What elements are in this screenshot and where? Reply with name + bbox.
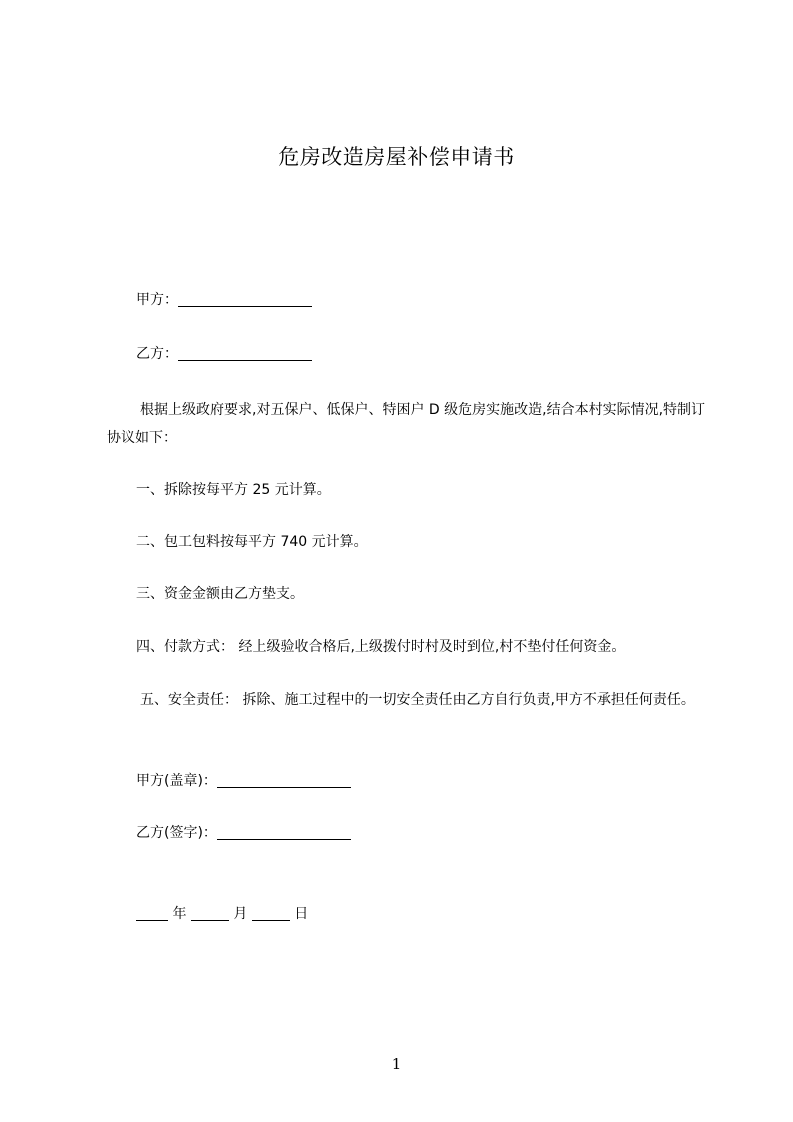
intro-paragraph: 根据上级政府要求,对五保户、低保户、特困户 D 级危房实施改造,结合本村实际情况,特制订协议如下： — [107, 402, 706, 446]
date-year-label: 年 — [172, 906, 187, 922]
month-blank — [191, 906, 229, 921]
party-a-seal-label: 甲方(盖章)： — [136, 773, 217, 789]
clause-2: 二、包工包料按每平方 740 元计算。 — [136, 534, 368, 550]
date-line — [136, 904, 308, 924]
party-b-line — [136, 344, 312, 364]
day-blank — [252, 906, 290, 921]
party-a-seal-line — [136, 771, 351, 791]
party-a-label: 甲方： — [136, 292, 178, 308]
party-b-blank — [178, 346, 312, 361]
clause-5: 五、安全责任： 拆除、施工过程中的一切安全责任由乙方自行负责,甲方不承担任何责任。 — [140, 692, 695, 708]
clause-3: 三、资金金额由乙方垫支。 — [136, 586, 304, 602]
party-b-sign-line — [136, 823, 351, 843]
party-a-blank — [178, 292, 312, 307]
party-a-seal-blank — [217, 773, 351, 788]
clause-1: 一、拆除按每平方 25 元计算。 — [136, 482, 331, 498]
party-b-sign-blank — [217, 825, 351, 840]
party-a-line — [136, 290, 312, 310]
date-month-label: 月 — [233, 906, 248, 922]
clause-4: 四、付款方式： 经上级验收合格后,上级拨付时村及时到位,村不垫付任何资金。 — [136, 639, 626, 655]
party-b-label: 乙方： — [136, 346, 178, 362]
document-title: 危房改造房屋补偿申请书 — [278, 145, 515, 169]
date-day-label: 日 — [294, 906, 309, 922]
year-blank — [136, 906, 168, 921]
party-b-sign-label: 乙方(签字)： — [136, 825, 217, 841]
page-number: 1 — [391, 1055, 402, 1073]
